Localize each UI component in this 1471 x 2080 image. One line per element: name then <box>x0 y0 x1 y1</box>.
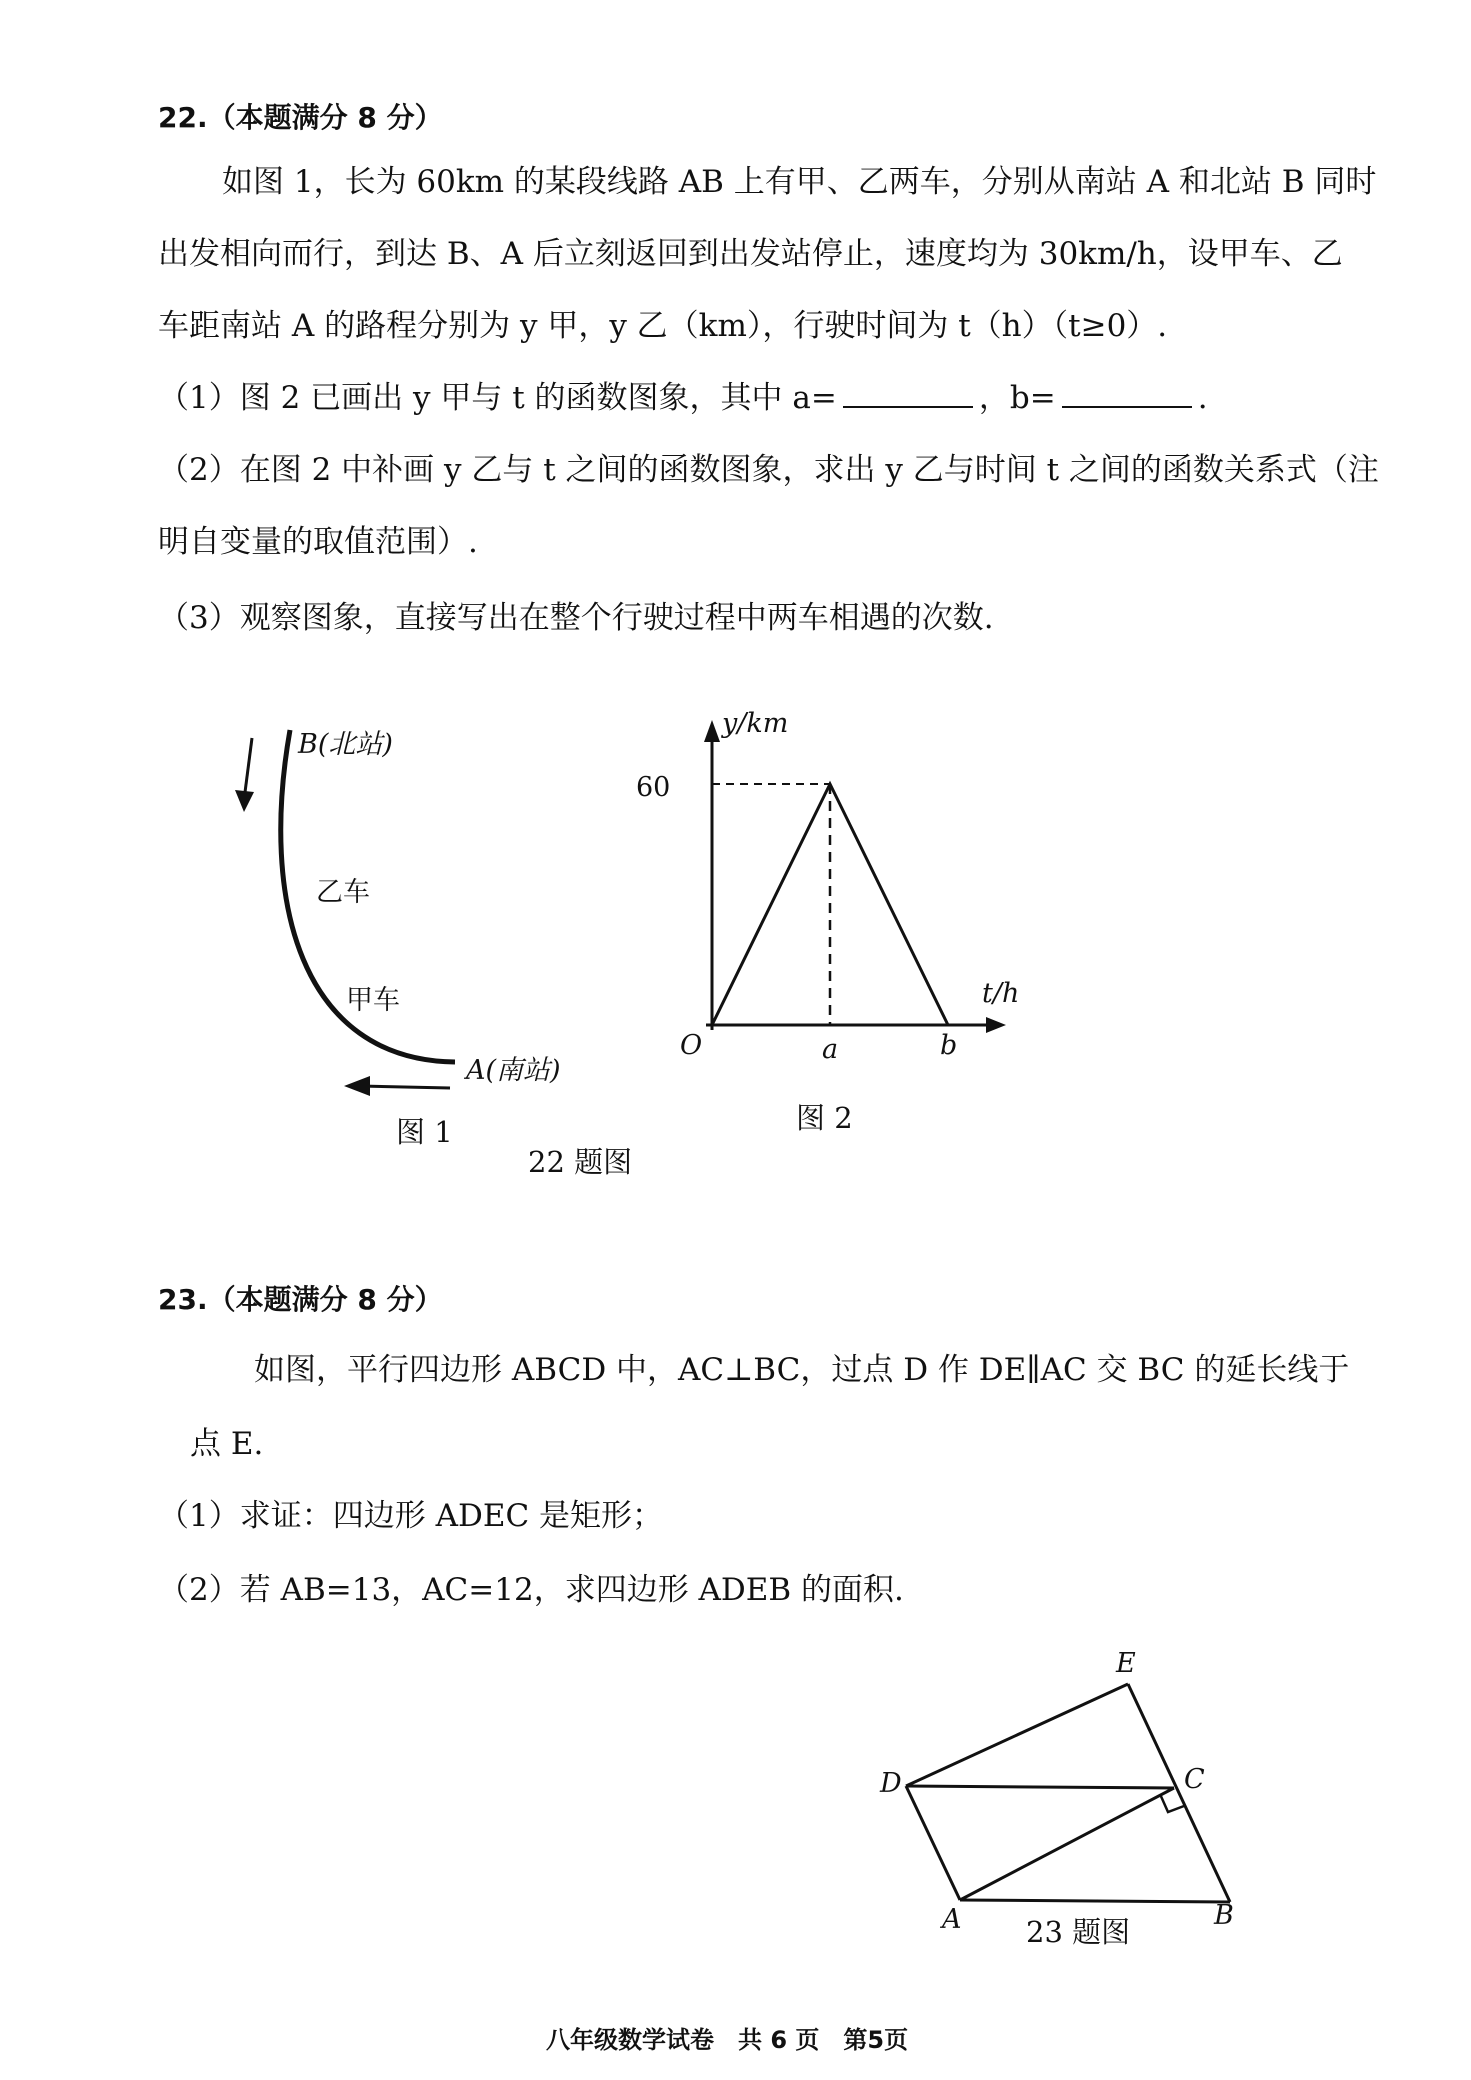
q22-part2-line-2: 明自变量的取值范围）. <box>158 524 478 560</box>
q23-part1: （1）求证：四边形 ADEC 是矩形； <box>158 1498 664 1534</box>
fig2-x-axis-label: t/h <box>982 978 1020 1009</box>
q22-intro-line-3: 车距南站 A 的路程分别为 y 甲，y 乙（km），行驶时间为 t（h）（t≥0）. <box>158 308 1168 344</box>
fig23-label-c: C <box>1184 1764 1205 1795</box>
fig2-caption: 图 2 <box>796 1101 853 1135</box>
segment-ac <box>960 1788 1174 1900</box>
fig23-label-b: B <box>1214 1900 1234 1931</box>
fig1-label-b: B(北站) <box>298 729 393 760</box>
fig1-car-jia: 甲车 <box>346 985 400 1016</box>
segment-dc <box>906 1786 1174 1788</box>
q22-part1-suffix: . <box>1197 380 1208 416</box>
q22-part2-line-1: （2）在图 2 中补画 y 乙与 t 之间的函数图象，求出 y 乙与时间 t 之间的函数关系式（注 <box>158 452 1379 488</box>
q23-part2: （2）若 AB=13，AC=12，求四边形 ADEB 的面积. <box>158 1572 904 1608</box>
fig2-y-axis-label: y/km <box>722 708 789 739</box>
q22-intro-line-1: 如图 1，长为 60km 的某段线路 AB 上有甲、乙两车，分别从南站 A 和北站 B 同时 <box>222 164 1377 200</box>
fig1-caption: 图 1 <box>396 1115 453 1149</box>
segment-da <box>906 1786 960 1900</box>
q22-part3: （3）观察图象，直接写出在整个行驶过程中两车相遇的次数. <box>158 600 994 636</box>
fig23-label-a: A <box>942 1904 962 1935</box>
q22-heading: 22.（本题满分 8 分） <box>158 101 443 134</box>
fig2-origin-label: O <box>680 1030 703 1061</box>
page-footer: 八年级数学试卷 共 6 页 第5页 <box>546 2026 909 2054</box>
q23-intro-line-1: 如图，平行四边形 ABCD 中，AC⊥BC，过点 D 作 DE∥AC 交 BC 的延长线于 <box>254 1352 1350 1388</box>
fig2-tick-a: a <box>822 1034 839 1065</box>
q23-heading: 23.（本题满分 8 分） <box>158 1283 443 1316</box>
fig2-tick-b: b <box>940 1030 958 1061</box>
q22-part1-prefix: （1）图 2 已画出 y 甲与 t 的函数图象，其中 a= <box>158 380 837 416</box>
q22-figure-caption: 22 题图 <box>528 1145 633 1179</box>
q23-intro-line-2: 点 E. <box>190 1426 264 1462</box>
q23-figure-caption: 23 题图 <box>1026 1915 1131 1949</box>
fig1-label-a: A(南站) <box>466 1055 561 1086</box>
q22-intro-line-2: 出发相向而行，到达 B、A 后立刻返回到出发站停止，速度均为 30km/h，设甲车、乙 <box>158 236 1343 272</box>
fig1-car-yi: 乙车 <box>316 877 370 908</box>
q22-part1-middle: ，b= <box>978 380 1056 416</box>
segment-de <box>906 1684 1128 1786</box>
segment-eb <box>1128 1684 1230 1902</box>
fig23-label-d: D <box>880 1768 902 1799</box>
fig2-y-tick-60: 60 <box>636 772 671 803</box>
fig23-label-e: E <box>1116 1648 1136 1679</box>
segment-ab <box>960 1900 1230 1902</box>
